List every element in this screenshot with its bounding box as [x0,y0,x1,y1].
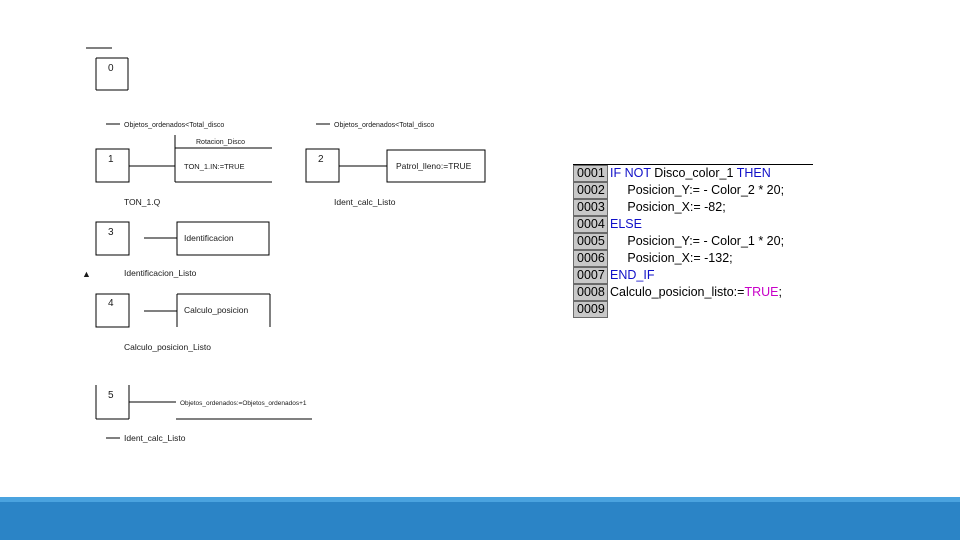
keyword-token: ELSE [610,217,642,231]
footer-accent-strip [0,497,960,502]
code-text [608,199,726,216]
code-text [608,301,610,318]
footer-bar [0,497,960,540]
step-4-number: 4 [108,298,114,309]
code-line [573,233,813,250]
line-number: 0005 [573,233,608,250]
code-token: Posicion_Y:= - Color_2 * 20; [610,183,785,197]
code-token: Posicion_X:= -132; [610,251,733,265]
step-3-number: 3 [108,227,114,238]
transition-label: Objetos_ordenados<Total_disco [124,122,225,129]
line-number: 0002 [573,182,608,199]
action-label: TON_1.IN:=TRUE [184,162,245,171]
code-token: Posicion_X:= -82; [610,200,726,214]
transition-label: Calculo_posicion_Listo [124,342,211,352]
line-number: 0003 [573,199,608,216]
code-line [573,267,813,284]
code-text [608,250,733,267]
code-line [573,165,813,182]
code-text [608,182,784,199]
line-number: 0004 [573,216,608,233]
triangle-marker-icon: ▲ [82,269,91,279]
keyword-token: IF NOT [610,166,651,180]
transition-label: Ident_calc_Listo [124,433,186,443]
code-token: ; [778,285,782,299]
code-token: Calculo_posicion_listo:= [610,285,745,299]
action-label: Identificacion [184,233,234,243]
code-line [573,284,813,301]
code-text [608,216,642,233]
structured-text-code-panel [573,164,813,318]
step-2-number: 2 [318,154,324,165]
line-number: 0007 [573,267,608,284]
literal-token: TRUE [744,285,779,299]
code-line [573,216,813,233]
code-text [608,284,782,301]
code-line [573,199,813,216]
code-text [608,165,771,182]
transition-label: Ident_calc_Listo [334,197,396,207]
line-number: 0008 [573,284,608,301]
action-label: Patrol_lleno:=TRUE [396,161,472,171]
line-number: 0001 [573,165,608,182]
code-line [573,301,813,318]
line-number: 0006 [573,250,608,267]
code-text [608,233,784,250]
transition-label: TON_1.Q [124,197,161,207]
code-token: Posicion_Y:= - Color_1 * 20; [610,234,785,248]
action-label: Calculo_posicion [184,305,249,315]
keyword-token: THEN [736,166,771,180]
code-token: Disco_color_1 [650,166,737,180]
step-0-number: 0 [108,63,114,74]
sfc-diagram [0,0,560,460]
code-line [573,250,813,267]
step-1-number: 1 [108,154,114,165]
keyword-token: END_IF [610,268,655,282]
transition-label: Identificacion_Listo [124,268,197,278]
action-label: Rotacion_Disco [196,139,246,146]
code-text [608,267,654,284]
line-number: 0009 [573,301,608,318]
step-5-number: 5 [108,390,114,401]
transition-label: Objetos_ordenados<Total_disco [334,122,435,129]
code-line [573,182,813,199]
action-label: Objetos_ordenados:=Objetos_ordenados+1 [180,400,307,407]
